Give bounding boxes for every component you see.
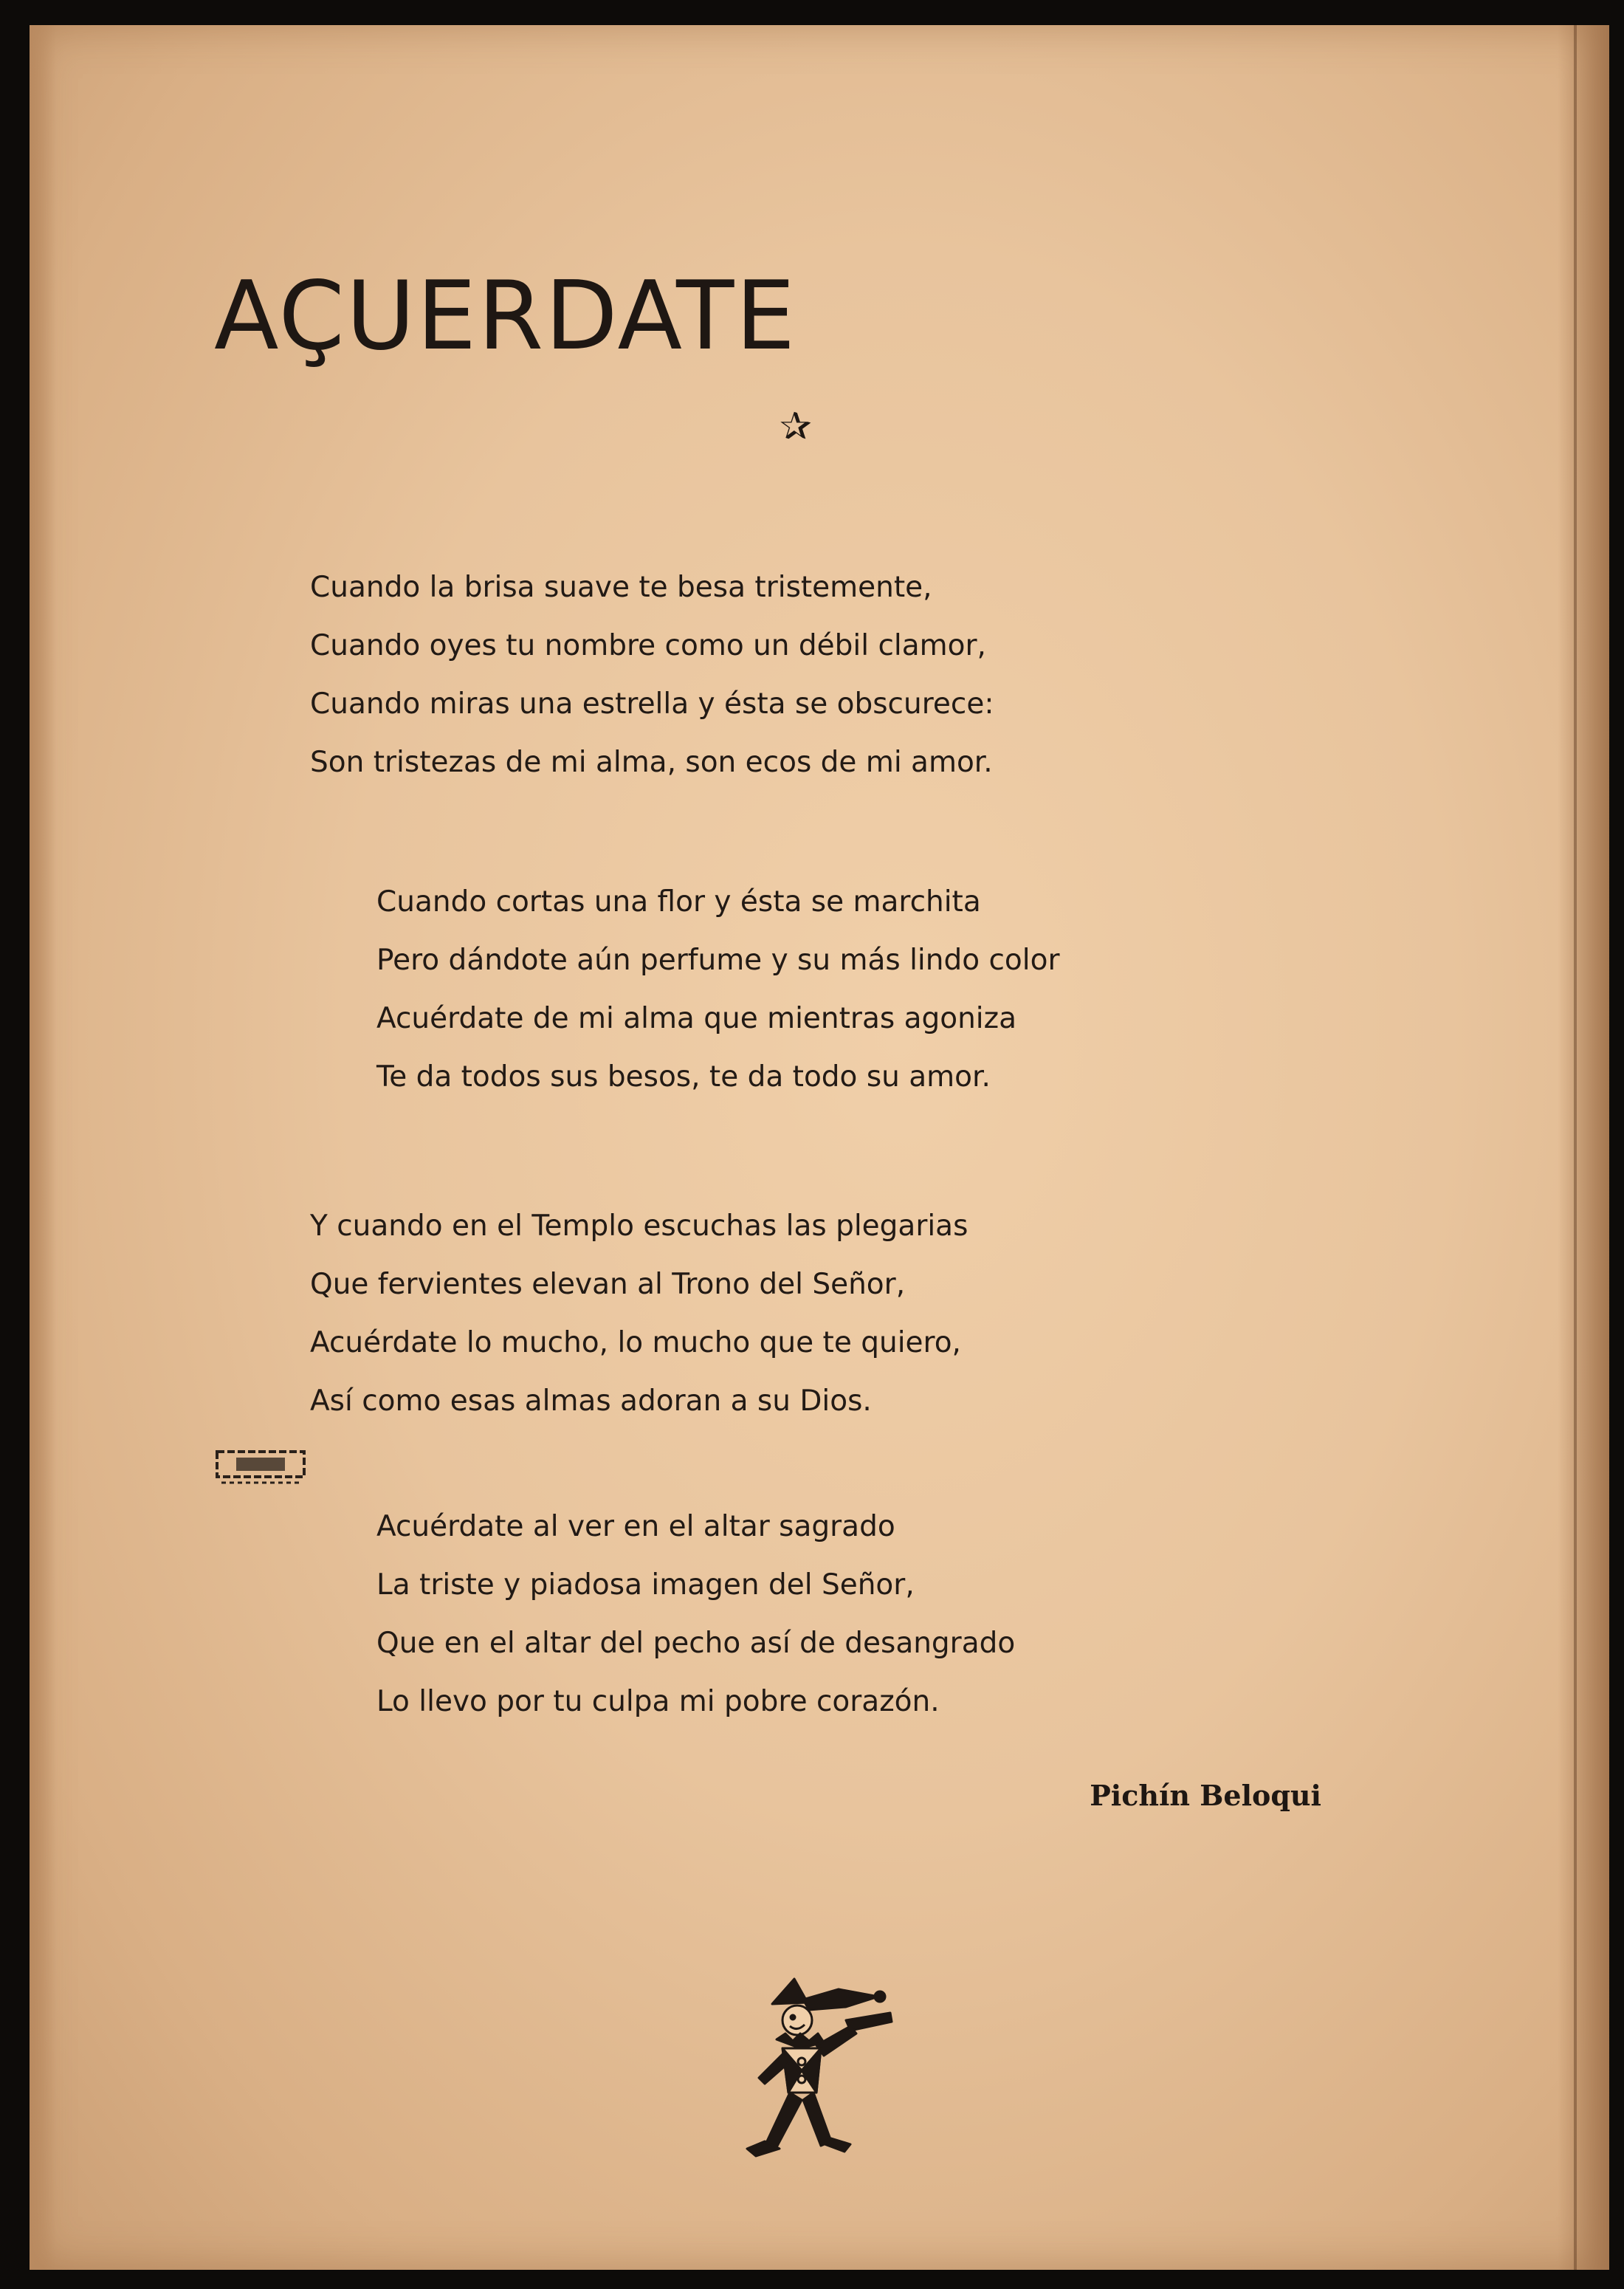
- poem-line: Y cuando en el Templo escuchas las plegarias: [310, 1209, 968, 1243]
- page-edge-shadow: [1558, 25, 1609, 2270]
- poem-line: Acuérdate lo mucho, lo mucho que te quiero,: [310, 1326, 961, 1359]
- poem-line: Así como esas almas adoran a su Dios.: [310, 1384, 872, 1418]
- poem-line: Acuérdate al ver en el altar sagrado: [376, 1510, 895, 1543]
- poem-line: Te da todos sus besos, te da todo su amor.: [376, 1060, 991, 1094]
- author-signature: Pichín Beloqui: [1090, 1779, 1321, 1812]
- poem-title: AÇUERDATE: [214, 261, 797, 371]
- book-page: [30, 25, 1609, 2270]
- page-edge-shadow: [30, 25, 56, 2270]
- jester-illustration-icon: [720, 1974, 905, 2166]
- poem-line: Cuando oyes tu nombre como un débil clamor,: [310, 629, 986, 662]
- poem-stanza: [310, 1197, 968, 1430]
- poem-stanza: [376, 873, 1060, 1106]
- stamp-mark-icon: [214, 1446, 310, 1487]
- poem-line: Lo llevo por tu culpa mi pobre corazón.: [376, 1685, 940, 1718]
- poem-line: Son tristezas de mi alma, son ecos de mi amor.: [310, 746, 993, 779]
- poem-line: La triste y piadosa imagen del Señor,: [376, 1568, 915, 1602]
- poem-line: Pero dándote aún perfume y su más lindo color: [376, 944, 1060, 977]
- poem-stanza: [376, 1497, 1015, 1731]
- poem-line: Que fervientes elevan al Trono del Señor,: [310, 1268, 906, 1301]
- poem-line: Cuando la brisa suave te besa tristemente,: [310, 571, 932, 604]
- page-fold-line: [1574, 25, 1577, 2270]
- poem-line: Cuando miras una estrella y ésta se obscurece:: [310, 687, 994, 721]
- poem-line: Que en el altar del pecho así de desangrado: [376, 1627, 1016, 1660]
- poem-line: Cuando cortas una flor y ésta se marchita: [376, 885, 981, 919]
- star-icon: ✰: [780, 405, 812, 449]
- poem-stanza: [310, 558, 994, 792]
- poem-line: Acuérdate de mi alma que mientras agoniza: [376, 1002, 1017, 1035]
